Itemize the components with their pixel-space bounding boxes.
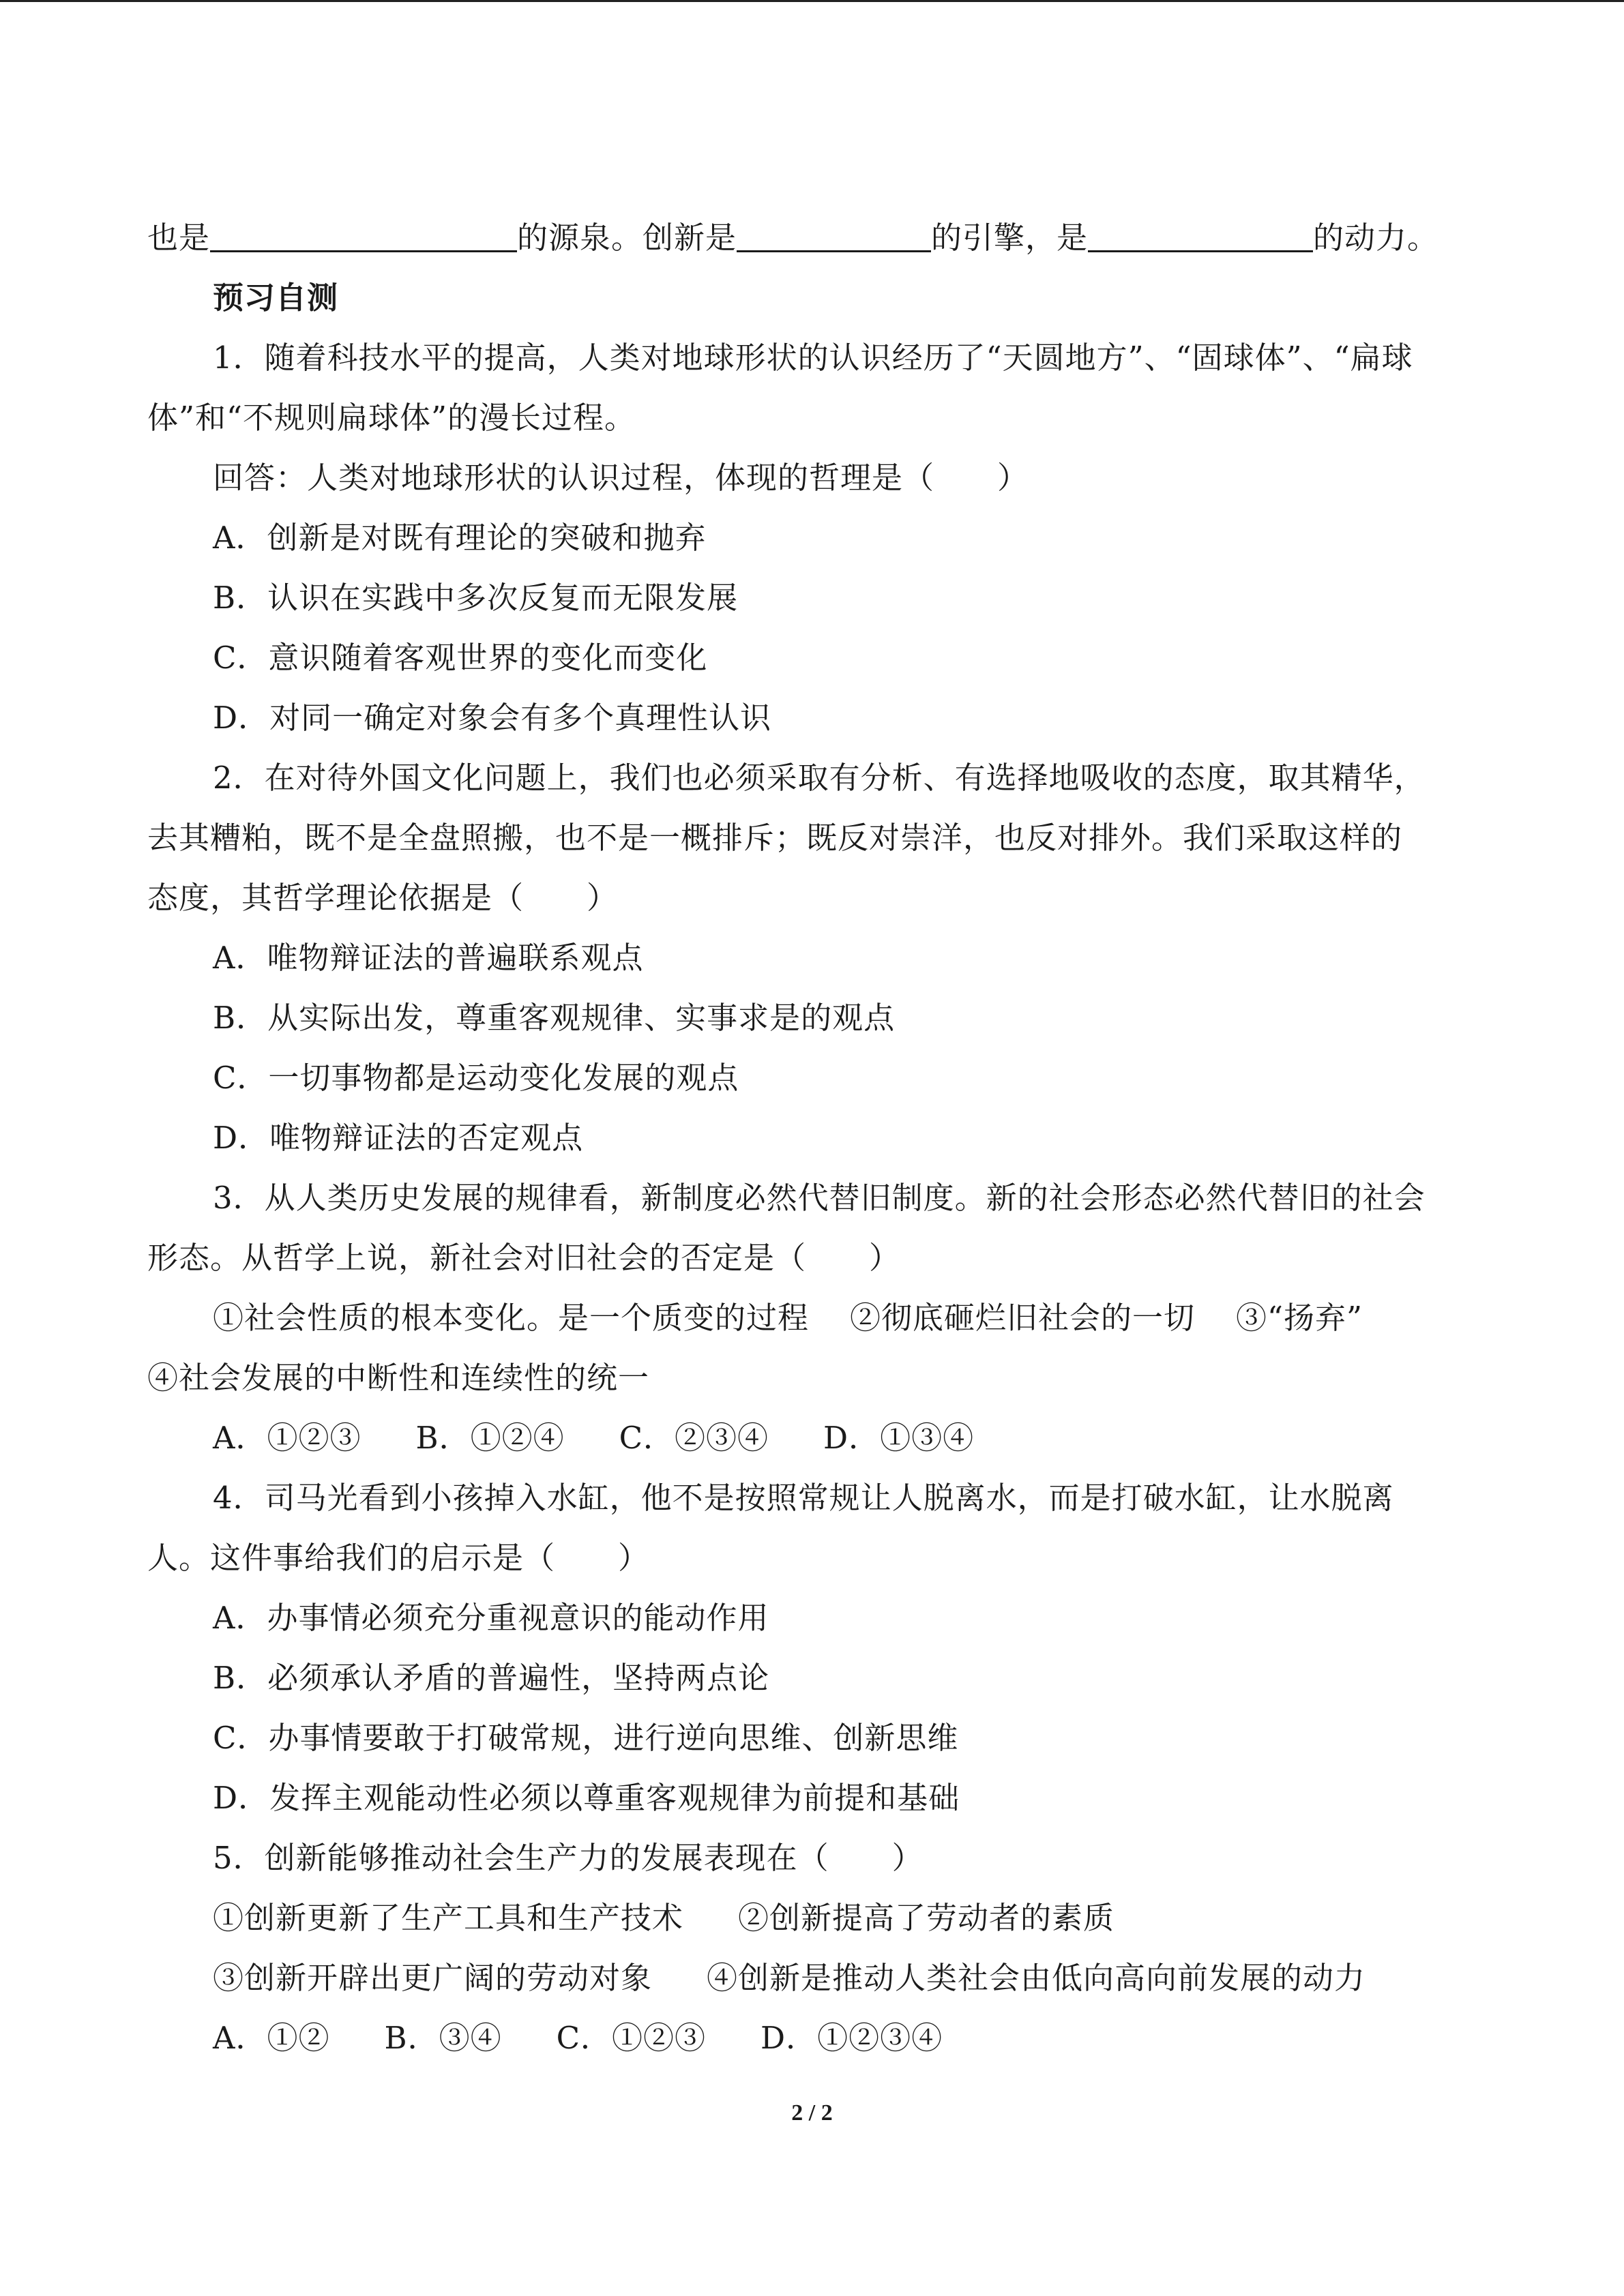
answer-blank-1[interactable]: [210, 220, 517, 252]
q4-option-a: A．办事情必须充分重视意识的能动作用: [213, 1600, 769, 1636]
q3-item-3: ③“扬弃”: [1236, 1300, 1363, 1336]
intro-text-2: 的源泉。创新是: [517, 220, 737, 256]
q5-item-2: ②创新提高了劳动者的素质: [738, 1900, 1115, 1936]
q3-items-line: [147, 1288, 1477, 1348]
q2-option-a: A．唯物辩证法的普遍联系观点: [213, 940, 644, 976]
q3-stem-line1: 3．从人类历史发展的规律看，新制度必然代替旧制度。新的社会形态必然代替旧的社会: [213, 1180, 1426, 1216]
q5-choices: [147, 2008, 1477, 2068]
q5-item-3: ③创新开辟出更广阔的劳动对象: [213, 1960, 653, 1996]
q4-stem-line1: 4．司马光看到小孩掉入水缸，他不是按照常规让人脱离水，而是打破水缸，让水脱离: [213, 1480, 1394, 1516]
q5-stem: 5．创新能够推动社会生产力的发展表现在（ ）: [213, 1840, 924, 1876]
q4-option-d: D．发挥主观能动性必须以尊重客观规律为前提和基础: [213, 1780, 960, 1816]
intro-text-1: 也是: [147, 220, 211, 256]
top-border: [0, 0, 1624, 2]
q3-choices: [147, 1408, 1477, 1468]
q3-choice-b: B．①②④: [415, 1420, 565, 1456]
q5-choice-a: A．①②: [213, 2020, 330, 2056]
document-page: [147, 208, 1477, 2068]
q2-option-c: C．一切事物都是运动变化发展的观点: [213, 1060, 739, 1096]
q3-item-1: ①社会性质的根本变化。是一个质变的过程: [213, 1300, 810, 1336]
q3-item-2: ②彻底砸烂旧社会的一切: [850, 1300, 1196, 1336]
section-title: 预习自测: [213, 280, 339, 316]
q5-items-row1: [147, 1888, 1477, 1948]
q1-stem-line1: 1．随着科技水平的提高，人类对地球形状的认识经历了“天圆地方”、“固球体”、“扁球: [213, 340, 1413, 376]
q2-stem-line1: 2．在对待外国文化问题上，我们也必须采取有分析、有选择地吸收的态度，取其精华，: [213, 760, 1426, 796]
q1-option-c: C．意识随着客观世界的变化而变化: [213, 640, 708, 676]
intro-line: [147, 208, 1477, 268]
q1-option-d: D．对同一确定对象会有多个真理性认识: [213, 700, 772, 736]
q1-option-a: A．创新是对既有理论的突破和抛弃: [213, 520, 707, 556]
intro-text-3: 的引擎，是: [931, 220, 1089, 256]
q5-choice-c: C．①②③: [556, 2020, 707, 2056]
q4-option-b: B．必须承认矛盾的普遍性，坚持两点论: [213, 1660, 770, 1696]
q5-choice-d: D．①②③④: [761, 2020, 943, 2056]
q4-stem-line2: 人。这件事给我们的启示是（ ）: [147, 1540, 650, 1576]
answer-blank-2[interactable]: [737, 220, 931, 252]
q5-item-1: ①创新更新了生产工具和生产技术: [213, 1900, 684, 1936]
q1-stem-line2: 体”和“不规则扁球体”的漫长过程。: [147, 400, 636, 436]
q2-stem-line3: 态度，其哲学理论依据是（ ）: [147, 880, 619, 916]
q3-item-4: ④社会发展的中断性和连续性的统一: [147, 1360, 650, 1396]
intro-text-4: 的动力。: [1313, 220, 1439, 256]
q2-stem-line2: 去其糟粕，既不是全盘照搬，也不是一概排斥；既反对崇洋，也反对排外。我们采取这样的: [147, 820, 1403, 856]
q2-option-d: D．唯物辩证法的否定观点: [213, 1120, 584, 1156]
q3-choice-a: A．①②③: [213, 1420, 361, 1456]
q3-choice-d: D．①③④: [823, 1420, 975, 1456]
q5-items-row2: [147, 1948, 1477, 2008]
q2-option-b: B．从实际出发，尊重客观规律、实事求是的观点: [213, 1000, 896, 1036]
q1-prompt: 回答：人类对地球形状的认识过程，体现的哲理是（ ）: [213, 460, 1029, 496]
q3-choice-c: C．②③④: [619, 1420, 769, 1456]
q4-option-c: C．办事情要敢于打破常规，进行逆向思维、创新思维: [213, 1720, 959, 1756]
answer-blank-3[interactable]: [1088, 220, 1313, 252]
page-number: 2 / 2: [791, 2100, 833, 2126]
q5-choice-b: B．③④: [384, 2020, 502, 2056]
q3-stem-line2: 形态。从哲学上说，新社会对旧社会的否定是（ ）: [147, 1240, 901, 1276]
q1-option-b: B．认识在实践中多次反复而无限发展: [213, 580, 739, 616]
q5-item-4: ④创新是推动人类社会由低向高向前发展的动力: [707, 1960, 1366, 1996]
